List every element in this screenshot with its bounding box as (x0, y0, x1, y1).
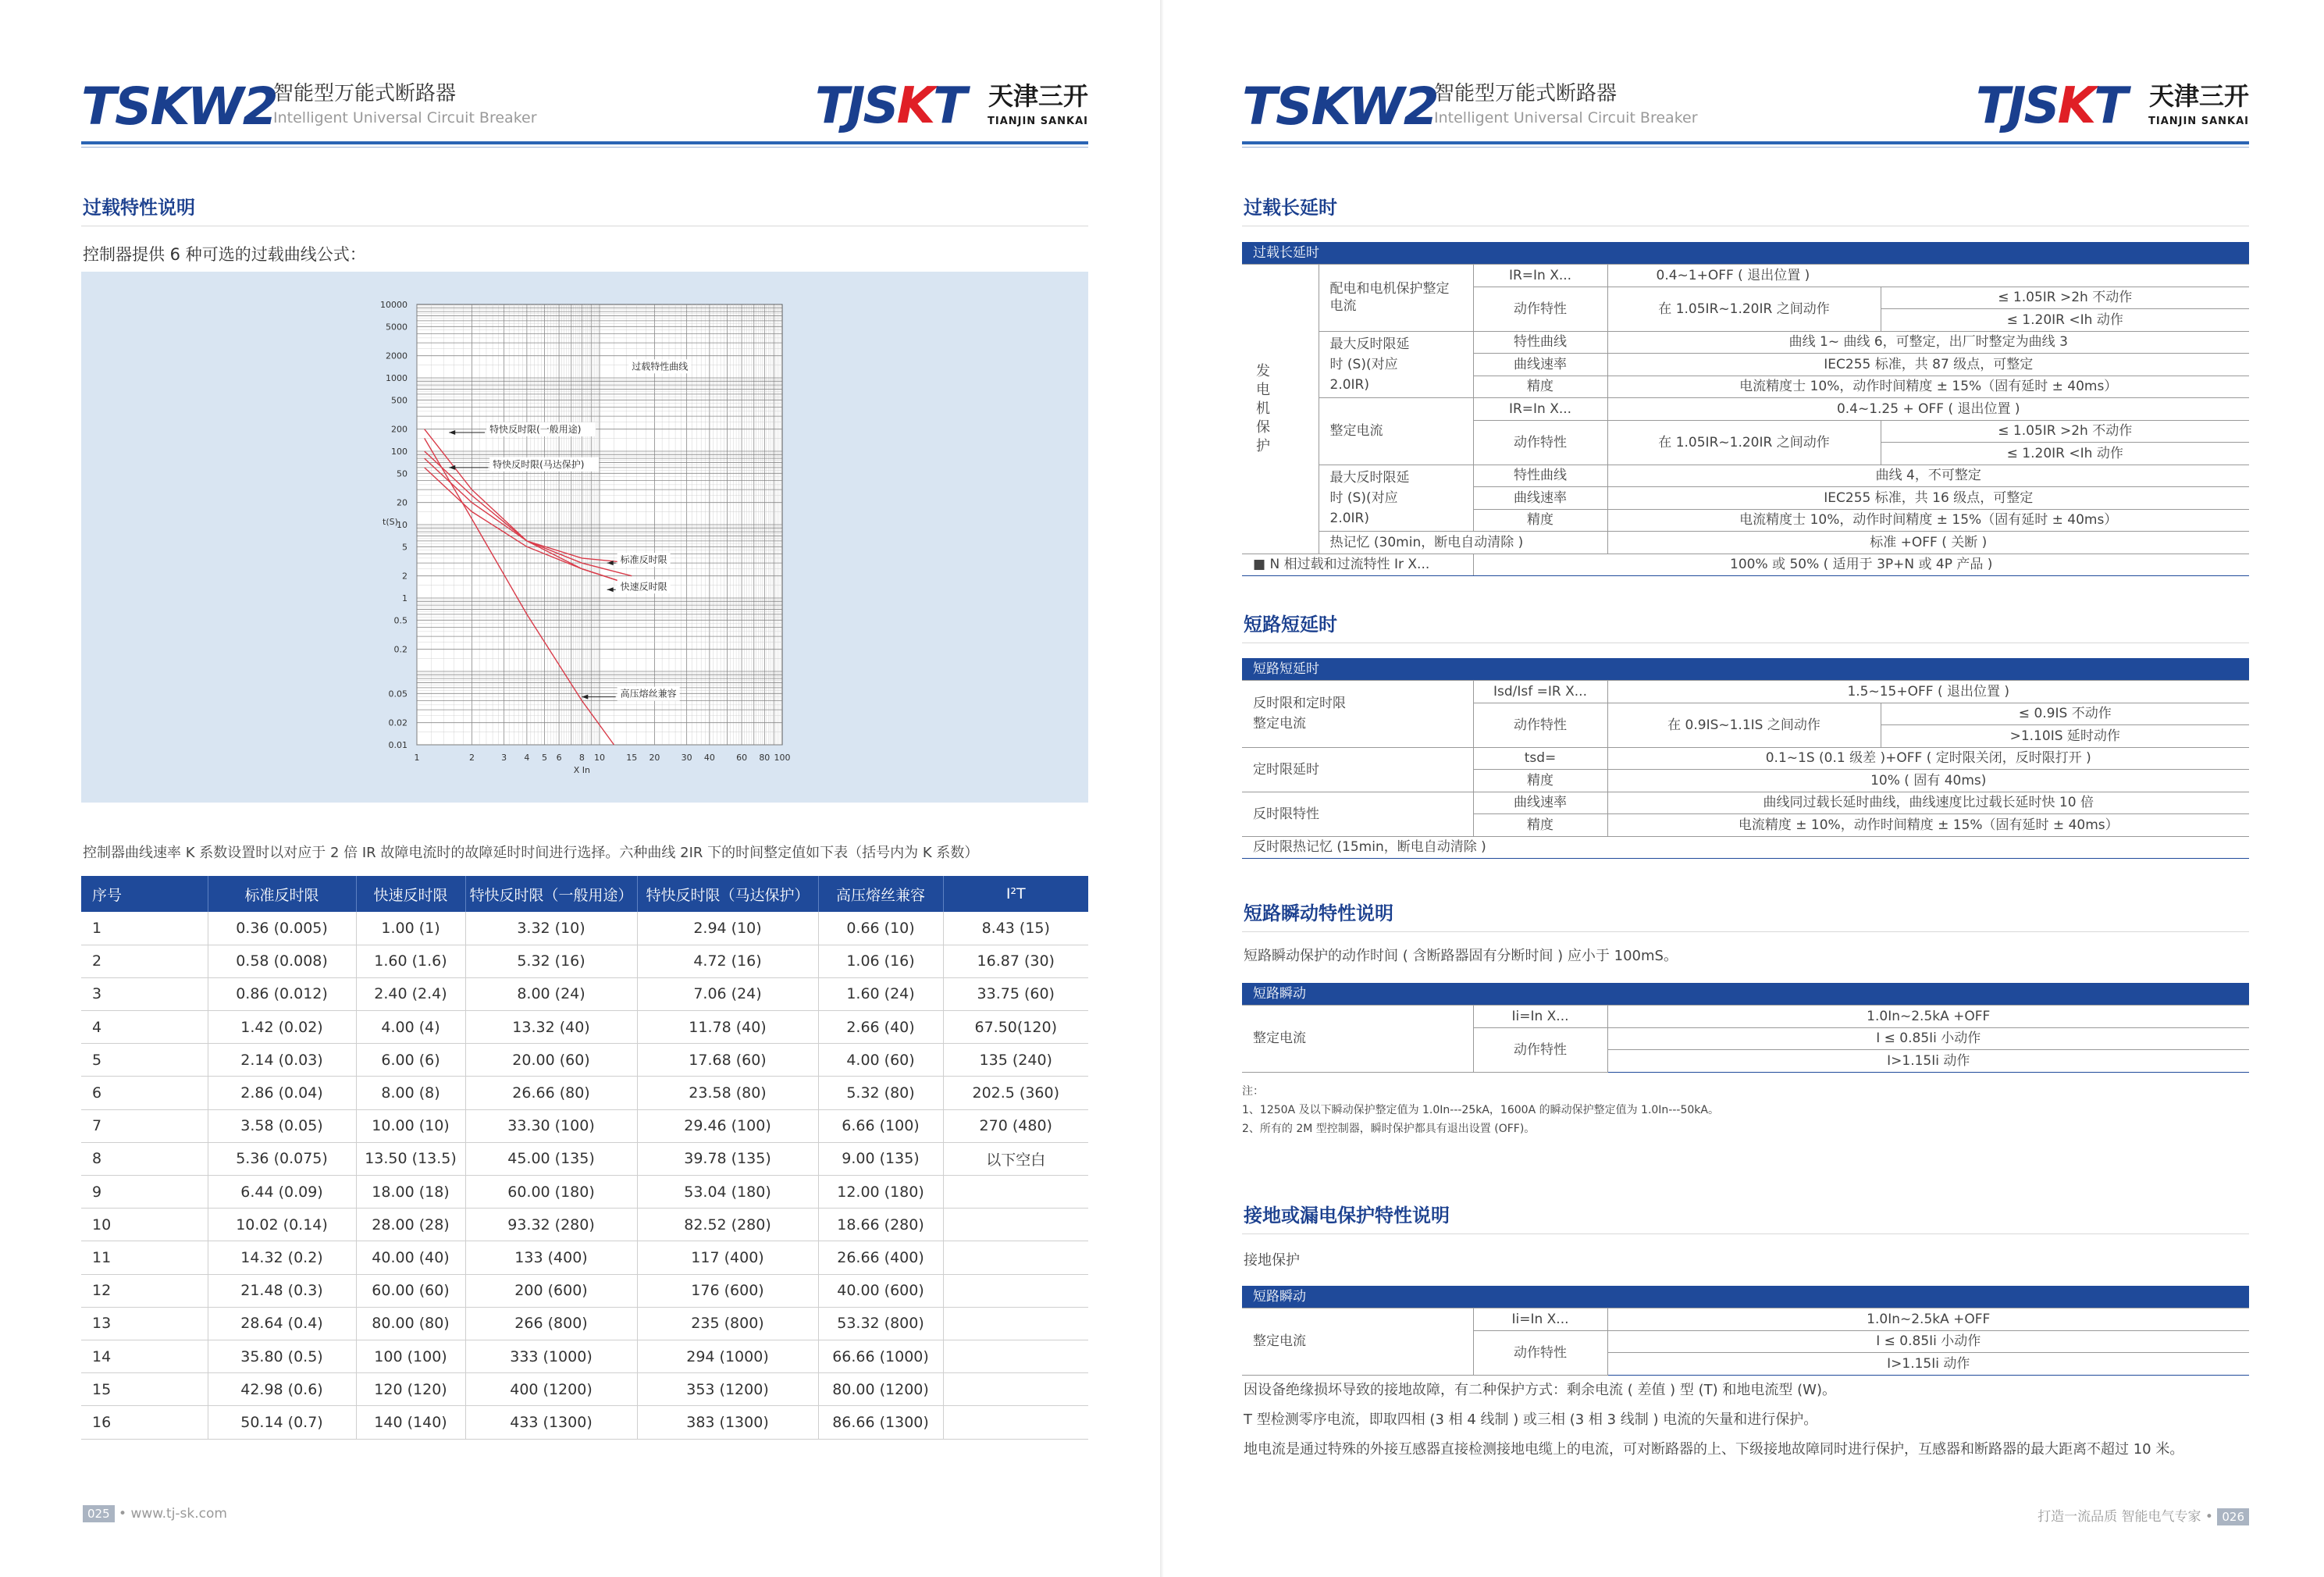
x-tick-label: 20 (649, 753, 660, 763)
section-title-instant: 短路瞬动特性说明 (1244, 902, 1393, 924)
company-logo (1976, 77, 2249, 137)
x-tick-label: 4 (524, 753, 530, 763)
table-cell: 40.00 (40) (356, 1241, 465, 1274)
table-row (81, 1340, 1088, 1372)
table-cell: 33.75 (60) (943, 977, 1088, 1010)
group-label: 最大反时限延时 (S)(对应 2.0IR) (1319, 331, 1473, 398)
value-le1: I ≤ 0.85Ii 小动作 (1607, 1027, 2249, 1050)
note-line: 1、1250A 及以下瞬动保护整定值为 1.0In---25kA，1600A 的瞬动保护整定值为 1.0In---50kA。 (1242, 1104, 1719, 1116)
table-cell (943, 1406, 1088, 1439)
table-cell: 9 (81, 1176, 208, 1209)
intro-text: 控制器提供 6 种可选的过载曲线公式： (83, 245, 366, 264)
table-cell: 1.60 (24) (818, 977, 943, 1010)
value-le1: ≤ 1.05IR >2h 不动作 (1881, 287, 2249, 309)
value-pr: 电流精度士 10%，动作时间精度 ± 15%（固有延时 ± 40ms） (1607, 376, 2249, 398)
table-cell: 6.00 (6) (356, 1044, 465, 1077)
inverse-thermal-memory: 反时限热记忆 (15min，断电自动清除 ) (1242, 836, 2249, 859)
value-tsd: 0.1~1S (0.1 级差 )+OFF ( 定时限关闭，反时限打开 ) (1607, 747, 2249, 770)
table-cell: 2.86 (0.04) (208, 1077, 356, 1109)
table-cell (943, 1307, 1088, 1340)
annotation-label: 高压熔丝兼容 (620, 688, 677, 700)
y-tick-label: 0.01 (388, 740, 408, 750)
annotation-label: 标准反时限 (620, 554, 667, 566)
long-delay-table (1242, 264, 2249, 576)
table-cell: 1.42 (0.02) (208, 1011, 356, 1044)
ground-table (1242, 1308, 2249, 1376)
table-row (81, 1209, 1088, 1241)
logo-prefix: TJS (815, 77, 897, 135)
footer-url: www.tj-sk.com (130, 1506, 227, 1522)
table-cell: 1.60 (1.6) (356, 945, 465, 977)
y-tick-label: 5 (402, 542, 408, 553)
table-cell: 11 (81, 1241, 208, 1274)
table-cell (943, 1176, 1088, 1209)
table-bar-short-delay: 短路短延时 (1242, 658, 2249, 680)
table-cell: 82.52 (280) (637, 1209, 818, 1241)
value-act: 在 1.05IR~1.20IR 之间动作 (1607, 420, 1881, 465)
header-divider-thin (1242, 147, 2249, 148)
value-le2: I>1.15Ii 动作 (1607, 1050, 2249, 1073)
table-cell: 7 (81, 1109, 208, 1142)
table-header: 特快反时限（一般用途） (465, 876, 637, 912)
product-brand: TSKW2 (1242, 77, 1438, 137)
table-cell: 1.00 (1) (356, 912, 465, 945)
table-header: 快速反时限 (356, 876, 465, 912)
value-act: 在 1.05IR~1.20IR 之间动作 (1607, 287, 1881, 331)
table-cell: 4.00 (60) (818, 1044, 943, 1077)
table-cell: 13 (81, 1307, 208, 1340)
section-title-ground: 接地或漏电保护特性说明 (1244, 1205, 1450, 1226)
instant-intro: 短路瞬动保护的动作时间 ( 含断路器固有分断时间 ) 应小于 100mS。 (1244, 948, 1678, 964)
x-tick-label: 1 (414, 753, 420, 763)
table-cell: 6 (81, 1077, 208, 1109)
y-tick-label: 2000 (386, 351, 408, 361)
table-cell: 383 (1300) (637, 1406, 818, 1439)
table-cell: 67.50(120) (943, 1011, 1088, 1044)
group-label: 反时限和定时限整定电流 (1242, 681, 1473, 748)
logo-mid: K (2057, 77, 2094, 135)
table-cell: 202.5 (360) (943, 1077, 1088, 1109)
section-title-long-delay: 过载长延时 (1244, 197, 1337, 219)
logo-mid: K (896, 77, 934, 135)
table-cell: 93.32 (280) (465, 1209, 637, 1241)
param-ir: IR=In X... (1473, 265, 1607, 287)
table-row (81, 1241, 1088, 1274)
table-cell: 6.44 (0.09) (208, 1176, 356, 1209)
section-rule (1242, 1233, 2249, 1234)
value-tc: 曲线 4，不可整定 (1607, 465, 2249, 487)
param-act: 动作特性 (1473, 1330, 1607, 1375)
footer-slogan: 打造一流品质 智能电气专家 (2038, 1509, 2201, 1525)
instant-table (1242, 1005, 2249, 1073)
ground-para-3: 地电流是通过特殊的外接互感器直接检测接地电缆上的电流，可对断路器的上、下级接地故障同时进行保护，互感器和断路器的最大距离不超过 10 米。 (1244, 1441, 2184, 1458)
table-cell: 3 (81, 977, 208, 1010)
table-cell: 3.58 (0.05) (208, 1109, 356, 1142)
table-cell: 117 (400) (637, 1241, 818, 1274)
value-cr: IEC255 标准，共 16 级点，可整定 (1607, 487, 2249, 510)
param-pr: 精度 (1473, 509, 1607, 532)
short-delay-table (1242, 680, 2249, 859)
table-row (81, 1011, 1088, 1044)
table-row (81, 1373, 1088, 1406)
group-label: 整定电流 (1242, 1308, 1473, 1376)
y-tick-label: 2 (402, 571, 408, 582)
value-act: 在 0.9IS~1.1IS 之间动作 (1607, 703, 1881, 747)
x-tick-label: 5 (542, 753, 548, 763)
product-brand: TSKW2 (81, 77, 277, 137)
param-ii: Ii=In X... (1473, 1308, 1607, 1331)
table-cell: 5.36 (0.075) (208, 1142, 356, 1175)
header-divider (81, 141, 1088, 144)
value-ir: 0.4~1+OFF ( 退出位置 ) (1607, 265, 2249, 287)
param-ii: Ii=In X... (1473, 1006, 1607, 1028)
table-cell: 29.46 (100) (637, 1109, 818, 1142)
page-number: 025 (83, 1505, 115, 1522)
y-tick-label: 0.5 (393, 615, 408, 626)
logo-suffix: T (2094, 77, 2126, 135)
table-cell: 40.00 (600) (818, 1274, 943, 1307)
table-bar-ground: 短路瞬动 (1242, 1286, 2249, 1308)
y-tick-label: 1 (402, 593, 408, 603)
chart-svg (81, 272, 1088, 803)
table-cell: 2.94 (10) (637, 912, 818, 945)
table-cell: 80.00 (80) (356, 1307, 465, 1340)
product-title: 智能型万能式断路器 (273, 82, 457, 105)
table-cell: 16 (81, 1406, 208, 1439)
value-isd: 1.5~15+OFF ( 退出位置 ) (1607, 681, 2249, 703)
value-le1: ≤ 1.05IR >2h 不动作 (1881, 420, 2249, 443)
y-tick-label: 100 (391, 447, 408, 457)
logo-en: TIANJIN SANKAI (987, 116, 1088, 127)
table-cell: 4.00 (4) (356, 1011, 465, 1044)
table-cell: 0.58 (0.008) (208, 945, 356, 977)
table-cell: 433 (1300) (465, 1406, 637, 1439)
y-tick-label: 0.05 (388, 689, 408, 700)
logo-suffix: T (933, 77, 965, 135)
overload-chart (81, 272, 1088, 803)
k-factor-note: 控制器曲线速率 K 系数设置时以对应于 2 倍 IR 故障电流时的故障延时时间进行选择。六种曲线 2IR 下的时间整定值如下表（括号内为 K 系数） (83, 845, 979, 861)
y-tick-label: 500 (391, 395, 408, 406)
n-phase-value: 100% 或 50% ( 适用于 3P+N 或 4P 产品 ) (1473, 554, 2249, 576)
table-row (81, 1274, 1088, 1307)
table-row (81, 1077, 1088, 1109)
value-ii: 1.0In~2.5kA +OFF (1607, 1006, 2249, 1028)
param-act: 动作特性 (1473, 420, 1607, 465)
product-subtitle: Intelligent Universal Circuit Breaker (1434, 109, 1698, 126)
y-tick-label: 200 (391, 424, 408, 435)
param-ir: IR=In X... (1473, 398, 1607, 421)
value-cr: IEC255 标准，共 87 级点，可整定 (1607, 354, 2249, 376)
annotation-label: 过载特性曲线 (632, 361, 689, 372)
value-cr: 曲线同过载长延时曲线，曲线速度比过载长延时快 10 倍 (1607, 792, 2249, 814)
table-header: 特快反时限（马达保护） (637, 876, 818, 912)
x-tick-label: 2 (468, 753, 475, 763)
header-divider-thin (81, 147, 1088, 148)
table-cell: 0.86 (0.012) (208, 977, 356, 1010)
table-cell: 60.00 (180) (465, 1176, 637, 1209)
table-cell: 66.66 (1000) (818, 1340, 943, 1372)
table-cell: 45.00 (135) (465, 1142, 637, 1175)
table-cell: 18.00 (18) (356, 1176, 465, 1209)
section-title-overload: 过载特性说明 (83, 197, 195, 219)
table-cell: 12 (81, 1274, 208, 1307)
value-le1: I ≤ 0.85Ii 小动作 (1607, 1330, 2249, 1353)
table-row (81, 1406, 1088, 1439)
value-pr: 电流精度士 10%，动作时间精度 ± 15%（固有延时 ± 40ms） (1607, 509, 2249, 532)
table-cell: 0.36 (0.005) (208, 912, 356, 945)
table-cell: 8.00 (8) (356, 1077, 465, 1109)
table-cell: 120 (120) (356, 1373, 465, 1406)
table-cell: 0.66 (10) (818, 912, 943, 945)
table-cell: 21.48 (0.3) (208, 1274, 356, 1307)
x-tick-label: 10 (594, 753, 605, 763)
annotation-label: 快速反时限 (620, 581, 667, 593)
table-cell: 11.78 (40) (637, 1011, 818, 1044)
value-le2: ≤ 1.20IR <Ih 动作 (1881, 443, 2249, 465)
ground-para-2: T 型检测零序电流，即取四相 (3 相 4 线制 ) 或三相 (3 相 3 线制 ) 电流的矢量和进行保护。 (1244, 1411, 1818, 1428)
value-le2: ≤ 1.20IR <Ih 动作 (1881, 309, 2249, 332)
table-cell: 20.00 (60) (465, 1044, 637, 1077)
annotation-label: 特快反时限(马达保护) (493, 458, 585, 470)
table-cell: 270 (480) (943, 1109, 1088, 1142)
header-divider (1242, 141, 2249, 144)
table-cell: 10.02 (0.14) (208, 1209, 356, 1241)
table-cell: 4 (81, 1011, 208, 1044)
value-le2: I>1.15Ii 动作 (1607, 1353, 2249, 1376)
y-axis-label: t(S) (383, 517, 398, 527)
y-tick-label: 0.2 (393, 644, 408, 655)
param-cr: 曲线速率 (1473, 354, 1607, 376)
table-cell: 9.00 (135) (818, 1142, 943, 1175)
table-cell: 5.32 (16) (465, 945, 637, 977)
x-tick-label: 100 (774, 753, 791, 763)
table-header: 高压熔丝兼容 (818, 876, 943, 912)
value-pr: 电流精度 ± 10%，动作时间精度 ± 15%（固有延时 ± 40ms） (1607, 814, 2249, 837)
instant-notes (1242, 1082, 1719, 1138)
table-row (81, 1176, 1088, 1209)
table-cell: 266 (800) (465, 1307, 637, 1340)
y-tick-label: 0.02 (388, 717, 408, 728)
table-cell: 100 (100) (356, 1340, 465, 1372)
table-cell: 14 (81, 1340, 208, 1372)
table-cell: 2.66 (40) (818, 1011, 943, 1044)
value-ii: 1.0In~2.5kA +OFF (1607, 1308, 2249, 1331)
group-label: 最大反时限延时 (S)(对应 2.0IR) (1319, 465, 1473, 532)
table-cell: 294 (1000) (637, 1340, 818, 1372)
logo-cn: 天津三开 (2148, 81, 2249, 111)
group-label: 整定电流 (1319, 398, 1473, 465)
x-tick-label: 3 (501, 753, 507, 763)
param-cr: 曲线速率 (1473, 487, 1607, 510)
table-cell: 33.30 (100) (465, 1109, 637, 1142)
table-cell: 2.14 (0.03) (208, 1044, 356, 1077)
table-bar-long-delay: 过载长延时 (1242, 242, 2249, 264)
table-cell: 140 (140) (356, 1406, 465, 1439)
table-row (81, 1142, 1088, 1175)
table-row (81, 945, 1088, 977)
table-cell: 176 (600) (637, 1274, 818, 1307)
table-cell: 2 (81, 945, 208, 977)
table-cell: 10 (81, 1209, 208, 1241)
param-act: 动作特性 (1473, 287, 1607, 331)
table-cell: 26.66 (80) (465, 1077, 637, 1109)
group-label: 定时限延时 (1242, 747, 1473, 792)
table-header: I²T (943, 876, 1088, 912)
table-cell: 13.32 (40) (465, 1011, 637, 1044)
logo-en: TIANJIN SANKAI (2148, 116, 2249, 127)
table-row (81, 1109, 1088, 1142)
table-cell: 7.06 (24) (637, 977, 818, 1010)
table-cell (943, 1209, 1088, 1241)
table-cell (943, 1274, 1088, 1307)
x-tick-label: 15 (626, 753, 638, 763)
value-le1: ≤ 0.9IS 不动作 (1881, 703, 2249, 725)
value-le2: >1.10IS 延时动作 (1881, 725, 2249, 748)
table-cell: 8 (81, 1142, 208, 1175)
x-tick-label: 60 (736, 753, 748, 763)
product-title: 智能型万能式断路器 (1434, 82, 1618, 105)
table-cell: 16.87 (30) (943, 945, 1088, 977)
x-tick-label: 8 (578, 753, 585, 763)
value-ir: 0.4~1.25 + OFF ( 退出位置 ) (1607, 398, 2249, 421)
table-cell: 5 (81, 1044, 208, 1077)
table-bar-instant: 短路瞬动 (1242, 983, 2249, 1005)
table-row (81, 912, 1088, 945)
table-cell: 28.64 (0.4) (208, 1307, 356, 1340)
group-label: 配电和电机保护整定电流 (1319, 265, 1473, 332)
page-header (1242, 77, 2249, 139)
x-axis-label: X In (573, 765, 590, 775)
param-cr: 曲线速率 (1473, 792, 1607, 814)
table-cell: 86.66 (1300) (818, 1406, 943, 1439)
page-footer-right: 打造一流品质 智能电气专家 • 026 (2038, 1505, 2249, 1525)
param-act: 动作特性 (1473, 1027, 1607, 1072)
group-label: 反时限特性 (1242, 792, 1473, 836)
param-tc: 特性曲线 (1473, 331, 1607, 354)
table-cell: 333 (1000) (465, 1340, 637, 1372)
table-cell: 35.80 (0.5) (208, 1340, 356, 1372)
table-cell: 8.00 (24) (465, 977, 637, 1010)
table-cell: 23.58 (80) (637, 1077, 818, 1109)
product-subtitle: Intelligent Universal Circuit Breaker (273, 109, 537, 126)
value-pr: 10% ( 固有 40ms) (1607, 770, 2249, 792)
thermal-memory-label: 热记忆 (30min，断电自动清除 ) (1319, 532, 1607, 554)
ground-intro: 接地保护 (1244, 1252, 1300, 1269)
section-rule (1242, 931, 2249, 932)
y-tick-label: 10000 (380, 300, 408, 310)
table-cell: 17.68 (60) (637, 1044, 818, 1077)
logo-cn: 天津三开 (988, 81, 1088, 111)
table-cell: 400 (1200) (465, 1373, 637, 1406)
param-tc: 特性曲线 (1473, 465, 1607, 487)
value-tc: 曲线 1~ 曲线 6，可整定，出厂时整定为曲线 3 (1607, 331, 2249, 354)
table-cell: 3.32 (10) (465, 912, 637, 945)
n-phase-label: ■ N 相过载和过流特性 Ir X... (1242, 554, 1473, 576)
page-footer-left: 025 • www.tj-sk.com (83, 1505, 227, 1522)
param-pr: 精度 (1473, 814, 1607, 837)
table-cell: 5.32 (80) (818, 1077, 943, 1109)
table-cell: 200 (600) (465, 1274, 637, 1307)
table-cell (943, 1241, 1088, 1274)
table-cell: 10.00 (10) (356, 1109, 465, 1142)
table-cell: 12.00 (180) (818, 1176, 943, 1209)
page-header (81, 77, 1088, 139)
y-tick-label: 10 (397, 520, 408, 530)
param-isd: Isd/Isf =IR X... (1473, 681, 1607, 703)
annotation-label: 特快反时限(一般用途) (489, 424, 582, 436)
x-tick-label: 40 (703, 753, 715, 763)
table-cell: 53.32 (800) (818, 1307, 943, 1340)
y-tick-label: 5000 (386, 322, 408, 333)
x-tick-label: 80 (759, 753, 771, 763)
table-cell: 39.78 (135) (637, 1142, 818, 1175)
table-cell: 13.50 (13.5) (356, 1142, 465, 1175)
table-cell (943, 1340, 1088, 1372)
param-tsd: tsd= (1473, 747, 1607, 770)
table-row (81, 977, 1088, 1010)
page-number: 026 (2217, 1508, 2249, 1525)
thermal-memory-value: 标准 +OFF ( 关断 ) (1607, 532, 2249, 554)
table-cell: 14.32 (0.2) (208, 1241, 356, 1274)
x-tick-label: 6 (556, 753, 562, 763)
note-line: 注： (1242, 1085, 1264, 1098)
table-cell: 1.06 (16) (818, 945, 943, 977)
table-cell: 135 (240) (943, 1044, 1088, 1077)
table-cell: 235 (800) (637, 1307, 818, 1340)
y-tick-label: 1000 (386, 373, 408, 383)
table-cell: 26.66 (400) (818, 1241, 943, 1274)
ground-para-1: 因设备绝缘损坏导致的接地故障，有二种保护方式：剩余电流 ( 差值 ) 型 (T) 和地电流型 (W)。 (1244, 1382, 1836, 1398)
table-cell (943, 1373, 1088, 1406)
table-cell: 80.00 (1200) (818, 1373, 943, 1406)
right-page (1162, 0, 2324, 1577)
table-cell: 60.00 (60) (356, 1274, 465, 1307)
section-title-short-delay: 短路短延时 (1244, 614, 1337, 635)
group-label: 整定电流 (1242, 1006, 1473, 1073)
table-cell: 2.40 (2.4) (356, 977, 465, 1010)
table-header: 序号 (81, 876, 208, 912)
y-tick-label: 20 (397, 497, 408, 508)
table-cell: 以下空白 (943, 1142, 1088, 1175)
table-cell: 6.66 (100) (818, 1109, 943, 1142)
table-row (81, 1044, 1088, 1077)
table-cell: 133 (400) (465, 1241, 637, 1274)
table-row (81, 1307, 1088, 1340)
param-pr: 精度 (1473, 770, 1607, 792)
param-act: 动作特性 (1473, 703, 1607, 747)
table-header: 标准反时限 (208, 876, 356, 912)
curve-table (81, 876, 1088, 1440)
table-cell: 4.72 (16) (637, 945, 818, 977)
table-cell: 50.14 (0.7) (208, 1406, 356, 1439)
company-logo (815, 77, 1088, 137)
logo-prefix: TJS (1976, 77, 2058, 135)
table-cell: 15 (81, 1373, 208, 1406)
param-pr: 精度 (1473, 376, 1607, 398)
x-tick-label: 30 (681, 753, 692, 763)
table-cell: 8.43 (15) (943, 912, 1088, 945)
table-cell: 42.98 (0.6) (208, 1373, 356, 1406)
note-line: 2、所有的 2M 型控制器，瞬时保护都具有退出设置 (OFF)。 (1242, 1123, 1536, 1135)
table-cell: 1 (81, 912, 208, 945)
table-cell: 53.04 (180) (637, 1176, 818, 1209)
table-cell: 18.66 (280) (818, 1209, 943, 1241)
table-cell: 28.00 (28) (356, 1209, 465, 1241)
y-tick-label: 50 (397, 468, 408, 479)
side-label: 发电机保护 (1256, 362, 1270, 454)
table-cell: 353 (1200) (637, 1373, 818, 1406)
